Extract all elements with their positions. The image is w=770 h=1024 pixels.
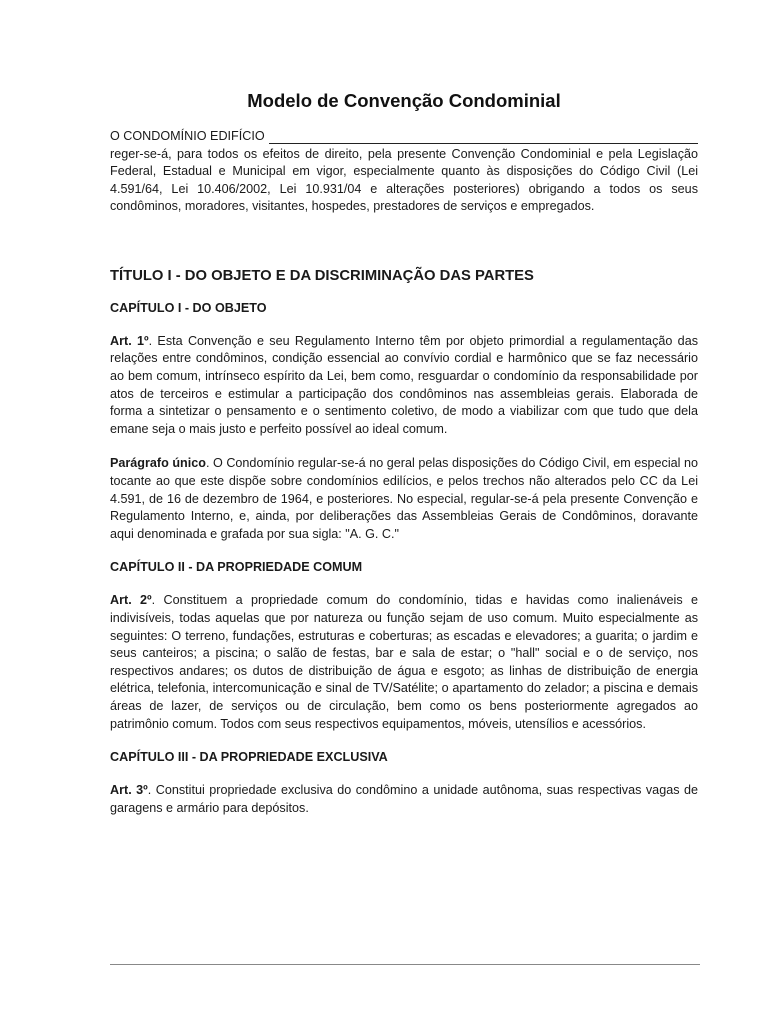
condominium-name-line	[110, 128, 698, 146]
condominium-label: O CONDOMÍNIO EDIFÍCIO	[110, 129, 265, 143]
footer-divider	[110, 964, 700, 965]
document-page	[110, 0, 698, 817]
condominium-name-blank	[269, 130, 698, 144]
intro-paragraph: reger-se-á, para todos os efeitos de direito, pela presente Convenção Condominial e pela Legislação Federal, Estadual e Municipal em vigor, especialmente quanto às disposições do Código Civil (Lei 4.591/64, Lei 10.406/2002, Lei 10.931/04 e alterações posteriores) obrigando a todos os seus condôminos, moradores, visitantes, hospedes, prestadores de serviços e empregados.	[110, 146, 698, 214]
article-2-text: . Constituem a propriedade comum do condomínio, tidas e havidas como inalienáveis e indivisíveis, todas aquelas que por natureza ou função sejam de uso comum. Muito especialmente as seguintes: O terreno, fundações, estruturas e coberturas; as escadas e elevadores; a guarita; o jardim e seus canteiros; a piscina; o salão de festas, bar e sala de estar; o "hall" social e o de serviço, nos respectivos andares; os dutos de distribuição de água e esgoto; as linhas de distribuição de energia elétrica, telefonia, intercomunicação e sinal de TV/Satélite; o apartamento do zelador; a piscina e demais áreas de lazer, de serviços ou de circulação, bem como os bens posteriormente agregados ao patrimônio comum. Todos com seus respectivos equipamentos, móveis, utensílios e acessórios.	[110, 593, 698, 731]
title-section-heading: TÍTULO I - DO OBJETO E DA DISCRIMINAÇÃO DAS PARTES	[110, 267, 534, 284]
article-3-text: . Constitui propriedade exclusiva do condômino a unidade autônoma, suas respectivas vagas de garagens e armário para depósitos.	[110, 783, 698, 815]
article-2	[110, 592, 698, 733]
chapter-1-heading: CAPÍTULO I - DO OBJETO	[110, 300, 267, 315]
article-1	[110, 333, 698, 439]
sole-paragraph-text: . O Condomínio regular-se-á no geral pelas disposições do Código Civil, em especial no tocante ao que este dispõe sobre condomínios edilícios, e pelos trechos não alterados pelo CC da Lei 4.591, de 16 de dezembro de 1964, e posteriores. No especial, regular-se-á pela presente Convenção e Regulamento Interno, e, ainda, por deliberações das Assembleias Gerais de Condôminos, doravante aqui denominada e grafada por sua sigla: "A. G. C."	[110, 456, 699, 541]
article-1-lead: Art. 1º	[110, 333, 149, 348]
chapter-2-heading: CAPÍTULO II - DA PROPRIEDADE COMUM	[110, 560, 363, 575]
sole-paragraph	[110, 455, 698, 543]
document-title: Modelo de Convenção Condominial	[247, 90, 561, 111]
article-1-text: . Esta Convenção e seu Regulamento Interno têm por objeto primordial a regulamentação das relações entre condôminos, condição essencial ao convívio cordial e harmônico que se faz necessário ao bem comum, intrínseco espírito da Lei, bem como, resguardar o condomínio da responsabilidade por atos de terceiros e estimular a participação dos condôminos nas assembleias gerais. Elaborada de forma a sintetizar o pensamento e o sentimento coletivo, de modo a viabilizar com que tudo que dela emane seja o mais justo e perfeito possível ao ideal comum.	[110, 333, 698, 436]
chapter-3-heading: CAPÍTULO III - DA PROPRIEDADE EXCLUSIVA	[110, 750, 388, 765]
article-2-lead: Art. 2º	[110, 593, 152, 608]
article-3	[110, 782, 698, 817]
article-3-lead: Art. 3º	[110, 783, 148, 798]
sole-paragraph-lead: Parágrafo único	[110, 456, 206, 471]
